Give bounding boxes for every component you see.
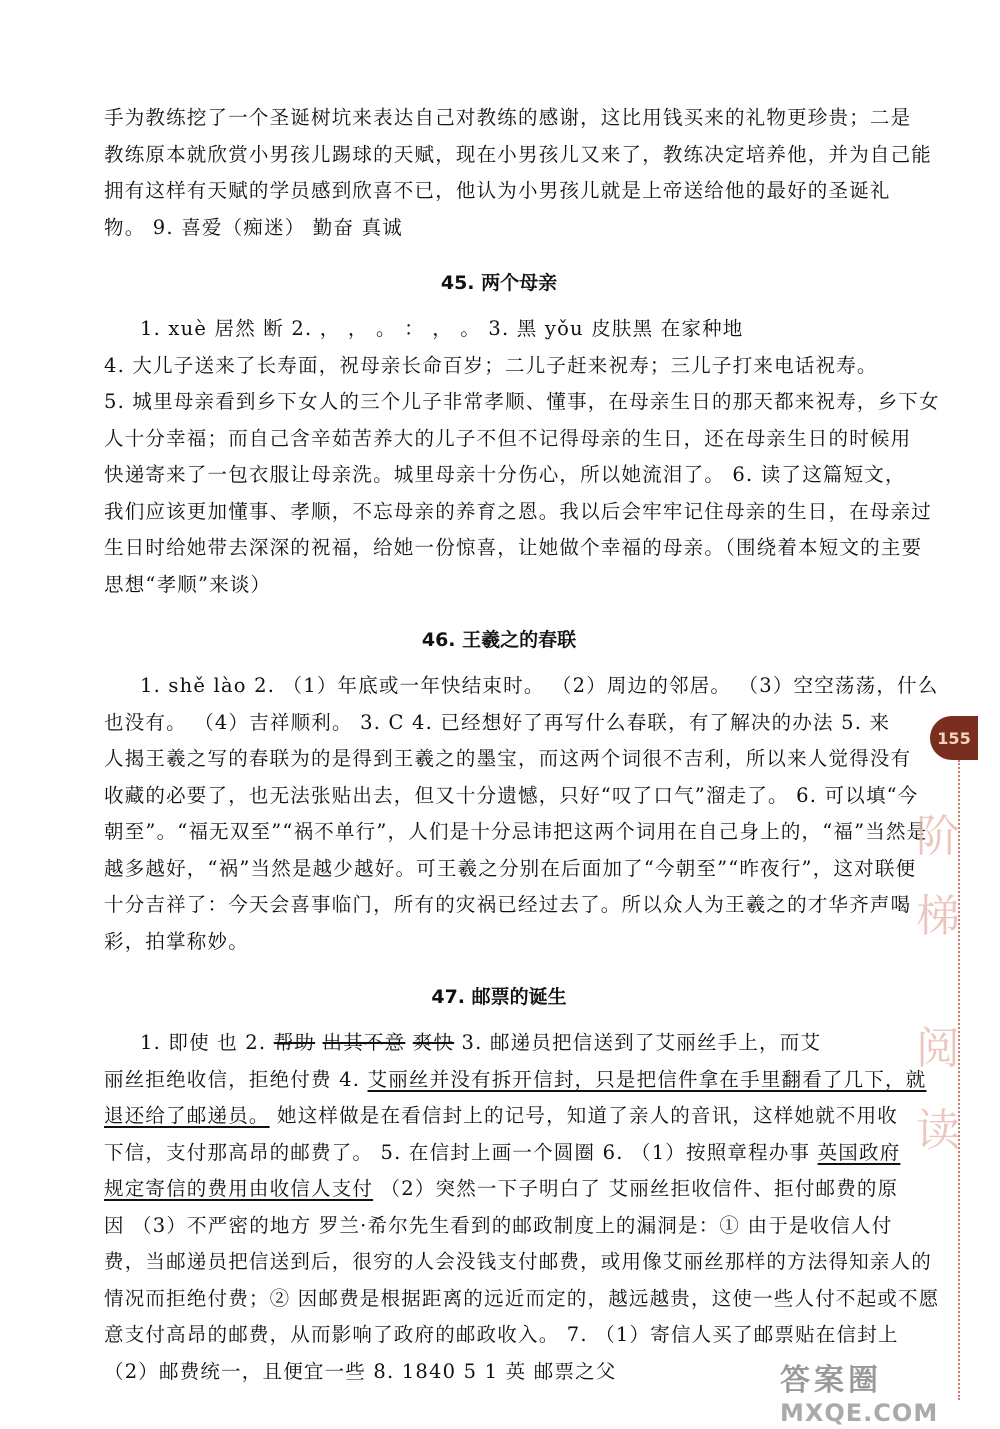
struck-word: 帮助 <box>273 1031 316 1054</box>
text-line: 费，当邮递员把信送到后，很穷的人会没钱支付邮费，或用像艾丽丝那样的方法得知亲人的 <box>104 1250 933 1273</box>
text-line: 也没有。 （4）吉祥顺利。 3. C 4. 已经想好了再写什么春联，有了解决的办法 5. 来 <box>104 710 891 734</box>
text-segment: 3. 邮递员把信送到了艾丽丝手上，而艾 <box>454 1031 822 1054</box>
section-47-body <box>104 1025 940 1390</box>
side-title-char: 阶 <box>916 811 960 862</box>
text-line <box>104 1098 899 1135</box>
underlined-answer: 英国政府 <box>817 1140 901 1164</box>
text-line: 因 （3）不严密的地方 罗兰·希尔先生看到的邮政制度上的漏洞是：① 由于是收信人付 <box>104 1213 893 1237</box>
text-line: 我们应该更加懂事、孝顺，不忘母亲的养育之恩。我以后会牢牢记住母亲的生日，在母亲过 <box>104 499 933 523</box>
text-line: 4. 大儿子送来了长寿面，祝母亲长命百岁；二儿子赶来祝寿；三儿子打来电话祝寿。 <box>104 353 878 377</box>
text-line: 生日时给她带去深深的祝福，给她一份惊喜，让她做个幸福的母亲。（围绕着本短文的主要 <box>104 536 923 559</box>
text-line: 人揭王羲之写的春联为的是得到王羲之的墨宝，而这两个词很不吉利，所以来人觉得没有 <box>104 747 912 770</box>
text-line: 彩，拍掌称妙。 <box>104 929 249 953</box>
text-line <box>104 1171 899 1208</box>
text-segment: 下信，支付那高昂的邮费了。 5. 在信封上画一个圆圈 6. （1）按照章程办事 <box>104 1140 818 1164</box>
text-line: 越多越好，“祸”当然是越少越好。可王羲之分别在后面加了“今朝至”“昨夜行”，这对联便 <box>104 856 917 880</box>
underlined-answer: 退还给了邮递员。 <box>104 1104 270 1127</box>
side-title-char: 读 <box>916 1105 960 1156</box>
watermark-url: MXQE.COM <box>780 1399 939 1427</box>
text-line: 十分吉祥了：今天会喜事临门，所有的灾祸已经过去了。所以众人为王羲之的才华齐声喝 <box>104 893 912 916</box>
section-title-47: 47. 邮票的诞生 <box>431 986 567 1008</box>
text-line: （2）邮费统一，且便宜一些 8. 1840 5 1 英 邮票之父 <box>104 1359 617 1383</box>
text-line: 物。 9. 喜爱（痴迷） 勤奋 真诚 <box>104 215 403 239</box>
text-line: 意支付高昂的邮费，从而影响了政府的邮政收入。 7. （1）寄信人买了邮票贴在信封上 <box>104 1323 899 1346</box>
text-line: 5. 城里母亲看到乡下女人的三个儿子非常孝顺、懂事，在母亲生日的那天都来祝寿，乡下女 <box>104 390 940 413</box>
side-title-char: 阅 <box>916 1023 960 1074</box>
text-line <box>104 1062 927 1099</box>
struck-word: 爽快 <box>412 1031 455 1054</box>
text-segment: 丽丝拒绝收信，拒绝付费 4. <box>104 1067 368 1091</box>
watermark-logo <box>780 1355 995 1425</box>
text-segment: 她这样做是在看信封上的记号，知道了亲人的音讯，这样她就不用收 <box>269 1104 899 1127</box>
text-line <box>104 1135 901 1172</box>
text-line <box>104 1025 894 1062</box>
struck-word: 出其不意 <box>322 1031 406 1054</box>
page-number-badge: 155 <box>930 716 978 760</box>
section-46-body <box>104 668 939 960</box>
text-line: 朝至”。“福无双至”“祸不单行”，人们是十分忌讳把这两个词用在自己身上的，“福”当然是 <box>104 820 928 843</box>
text-line: 教练原本就欣赏小男孩儿踢球的天赋，现在小男孩儿又来了，教练决定培养他，并为自己能 <box>104 142 933 166</box>
text-line: 拥有这样有天赋的学员感到欣喜不已，他认为小男孩儿就是上帝送给他的最好的圣诞礼 <box>104 179 891 202</box>
watermark-text: 答案圈 <box>780 1363 882 1398</box>
text-line: 收藏的必要了，也无法张贴出去，但又十分遗憾，只好“叹了口气”溜走了。 6. 可以填“今 <box>104 783 919 807</box>
text-line: 手为教练挖了一个圣诞树坑来表达自己对教练的感谢，这比用钱买来的礼物更珍贵；二是 <box>104 106 912 129</box>
section-45-body <box>104 311 940 603</box>
text-line: 情况而拒绝付费；② 因邮费是根据距离的远近而定的，越远越贵，这使一些人付不起或不愿 <box>104 1286 940 1310</box>
text-line: 思想“孝顺”来谈） <box>104 572 272 596</box>
text-line: 1. shě lào 2. （1）年底或一年快结束时。 （2）周边的邻居。 （3）空空荡荡，什么 <box>140 674 939 697</box>
intro-paragraph <box>104 100 933 246</box>
text-segment: （2）突然一下子明白了 艾丽丝拒收信件、拒付邮费的原 <box>373 1177 899 1200</box>
section-title-45: 45. 两个母亲 <box>440 272 558 294</box>
underlined-answer: 规定寄信的费用由收信人支付 <box>104 1177 374 1200</box>
underlined-answer: 艾丽丝并没有拆开信封，只是把信件拿在手里翻看了几下，就 <box>367 1067 927 1091</box>
text-line: 1. xuè 居然 断 2. ， ， 。 ： ， 。 3. 黑 yǒu 皮肤黑 在家种地 <box>140 317 744 340</box>
text-segment: 1. 即使 也 2. <box>140 1031 274 1054</box>
text-line: 人十分幸福；而自己含辛茹苦养大的儿子不但不记得母亲的生日，还在母亲生日的时候用 <box>104 426 912 450</box>
section-title-46: 46. 王羲之的春联 <box>421 629 577 651</box>
answer-page <box>104 100 940 1390</box>
side-title-char: 梯 <box>916 891 960 942</box>
text-line: 快递寄来了一包衣服让母亲洗。城里母亲十分伤心，所以她流泪了。 6. 读了这篇短文， <box>104 463 906 486</box>
